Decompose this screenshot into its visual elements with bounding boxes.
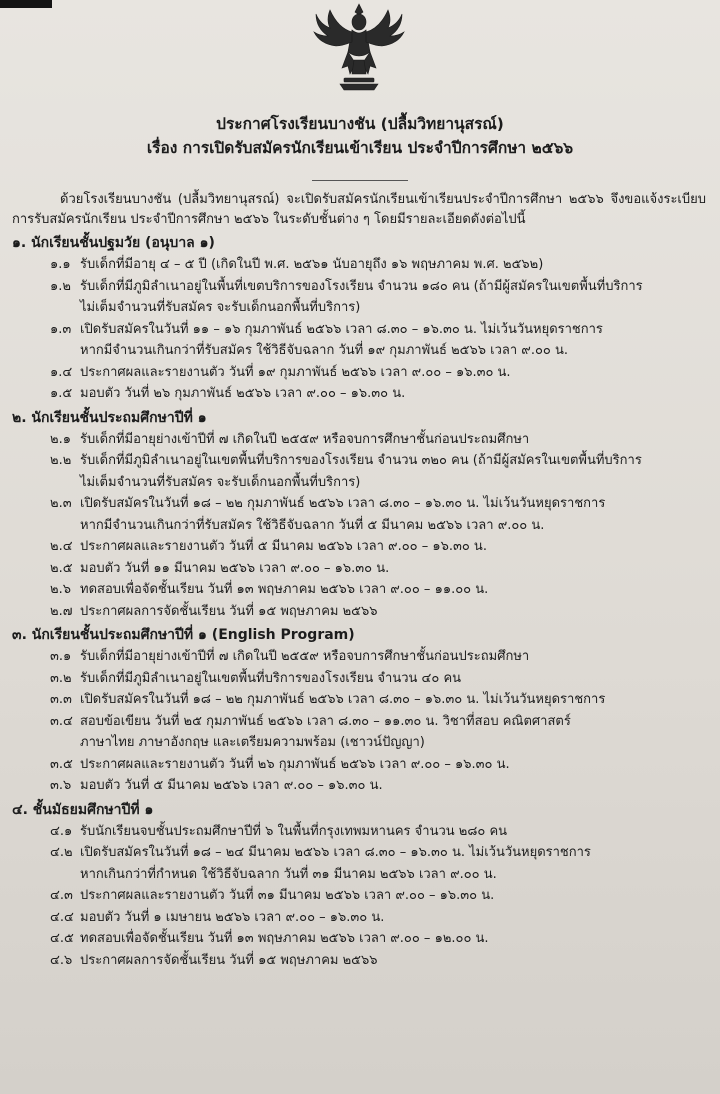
item-text: รับเด็กที่มีอายุย่างเข้าปีที่ ๗ เกิดในปี ๒๕๕๙ หรือจบการศึกษาชั้นก่อนประถมศึกษา [80, 431, 530, 447]
item-text: ประกาศผลการจัดชั้นเรียน วันที่ ๑๕ พฤษภาคม ๒๕๖๖ [80, 952, 378, 968]
item-number: ๔.๖ [50, 952, 73, 968]
item-text: รับเด็กที่มีภูมิลำเนาอยู่ในเขตพื้นที่บริการของโรงเรียน จำนวน ๔๐ คน [80, 670, 462, 686]
item-number: ๔.๑ [50, 823, 73, 839]
item-number: ๓.๖ [50, 778, 72, 793]
list-item [12, 907, 706, 929]
item-number: ๔.๔ [50, 909, 74, 925]
item-number: ๑.๑ [50, 257, 71, 272]
item-text: ประกาศผลการจัดชั้นเรียน วันที่ ๑๕ พฤษภาคม ๒๕๖๖ [80, 603, 378, 619]
title-divider [312, 180, 408, 181]
list-item [12, 689, 706, 711]
item-number: ๒.๔ [50, 539, 73, 554]
item-text: เปิดรับสมัครในวันที่ ๑๘ – ๒๒ กุมภาพันธ์ ๒๕๖๖ เวลา ๘.๓๐ – ๑๖.๓๐ น. ไม่เว้นวันหยุดราชการ [80, 496, 606, 511]
announcement-header [0, 112, 720, 181]
item-number: ๒.๑ [50, 431, 71, 447]
item-number: ๒.๗ [50, 603, 73, 619]
list-item [12, 711, 706, 754]
list-item [12, 276, 706, 319]
item-number: ๒.๖ [50, 582, 71, 597]
list-item [12, 579, 706, 601]
item-text: รับเด็กที่มีภูมิลำเนาอยู่ในเขตพื้นที่บริการของโรงเรียน จำนวน ๓๒๐ คน (ถ้ามีผู้สมัครในเขตพื้นที่บริการ [80, 453, 642, 468]
item-number: ๔.๒ [50, 845, 73, 860]
item-number: ๑.๕ [50, 386, 73, 401]
item-text: มอบตัว วันที่ ๕ มีนาคม ๒๕๖๖ เวลา ๙.๐๐ – ๑๖.๓๐ น. [80, 778, 383, 793]
item-text: รับนักเรียนจบชั้นประถมศึกษาปีที่ ๖ ในพื้นที่กรุงเทพมหานคร จำนวน ๒๘๐ คน [80, 823, 508, 839]
announcement-subject: เรื่อง การเปิดรับสมัครนักเรียนเข้าเรียน ประจำปีการศึกษา ๒๕๖๖ [146, 139, 574, 157]
item-number: ๑.๔ [50, 364, 73, 380]
item-text: รับเด็กที่มีอายุย่างเข้าปีที่ ๗ เกิดในปี ๒๕๕๙ หรือจบการศึกษาชั้นก่อนประถมศึกษา [80, 649, 530, 664]
item-text: ทดสอบเพื่อจัดชั้นเรียน วันที่ ๑๓ พฤษภาคม ๒๕๖๖ เวลา ๙.๐๐ – ๑๑.๐๐ น. [80, 582, 489, 597]
section-heading: ๑. นักเรียนชั้นปฐมวัย (อนุบาล ๑) [12, 235, 215, 251]
list-item [12, 950, 706, 972]
item-continuation: หากมีจำนวนเกินกว่าที่รับสมัคร ใช้วิธีจับฉลาก วันที่ ๑๙ กุมภาพันธ์ ๒๕๖๖ เวลา ๙.๐๐ น. [80, 343, 568, 358]
item-number: ๑.๒ [50, 278, 71, 294]
item-number: ๓.๑ [50, 649, 72, 664]
list-item [12, 254, 706, 276]
item-number: ๒.๓ [50, 496, 72, 511]
item-number: ๒.๒ [50, 453, 72, 468]
item-text: ประกาศผลและรายงานตัว วันที่ ๑๙ กุมภาพันธ์ ๒๕๖๖ เวลา ๙.๐๐ – ๑๖.๓๐ น. [80, 364, 511, 380]
list-item [12, 601, 706, 623]
item-text: เปิดรับสมัครในวันที่ ๑๘ – ๒๒ กุมภาพันธ์ ๒๕๖๖ เวลา ๘.๓๐ – ๑๖.๓๐ น. ไม่เว้นวันหยุดราชการ [80, 692, 606, 707]
section-heading: ๓. นักเรียนชั้นประถมศึกษาปีที่ ๑ (English Program) [12, 627, 355, 643]
item-text: มอบตัว วันที่ ๑๑ มีนาคม ๒๕๖๖ เวลา ๙.๐๐ – ๑๖.๓๐ น. [80, 560, 390, 576]
item-number: ๔.๓ [50, 888, 73, 903]
item-text: รับเด็กที่มีอายุ ๔ – ๕ ปี (เกิดในปี พ.ศ. ๒๕๖๑ นับอายุถึง ๑๖ พฤษภาคม พ.ศ. ๒๕๖๒) [80, 257, 544, 272]
item-text: ประกาศผลและรายงานตัว วันที่ ๓๑ มีนาคม ๒๕๖๖ เวลา ๙.๐๐ – ๑๖.๓๐ น. [80, 888, 495, 903]
section-heading: ๒. นักเรียนชั้นประถมศึกษาปีที่ ๑ [12, 409, 207, 426]
item-text: เปิดรับสมัครในวันที่ ๑๑ – ๑๖ กุมภาพันธ์ ๒๕๖๖ เวลา ๘.๓๐ – ๑๖.๓๐ น. ไม่เว้นวันหยุดราชการ [80, 321, 603, 337]
list-item [12, 646, 706, 668]
item-text: ประกาศผลและรายงานตัว วันที่ ๒๖ กุมภาพันธ์ ๒๕๖๖ เวลา ๙.๐๐ – ๑๖.๓๐ น. [80, 756, 510, 772]
list-item [12, 493, 706, 536]
item-text: รับเด็กที่มีภูมิลำเนาอยู่ในพื้นที่เขตบริการของโรงเรียน จำนวน ๑๘๐ คน (ถ้ามีผู้สมัครในเขตพื้นที่บริการ [80, 278, 643, 294]
item-continuation: หากเกินกว่าที่กำหนด ใช้วิธีจับฉลาก วันที่ ๓๑ มีนาคม ๒๕๖๖ เวลา ๙.๐๐ น. [80, 866, 497, 882]
item-text: มอบตัว วันที่ ๑ เมษายน ๒๕๖๖ เวลา ๙.๐๐ – ๑๖.๓๐ น. [80, 909, 385, 925]
list-item [12, 319, 706, 362]
item-text: มอบตัว วันที่ ๒๖ กุมภาพันธ์ ๒๕๖๖ เวลา ๙.๐๐ – ๑๖.๓๐ น. [80, 386, 406, 401]
sections-list [12, 233, 706, 971]
item-number: ๓.๕ [50, 756, 73, 772]
item-continuation: ภาษาไทย ภาษาอังกฤษ และเตรียมความพร้อม (เชาวน์ปัญญา) [80, 735, 425, 750]
item-text: สอบข้อเขียน วันที่ ๒๕ กุมภาพันธ์ ๒๕๖๖ เวลา ๘.๓๐ – ๑๑.๓๐ น. วิชาที่สอบ คณิตศาสตร์ [80, 713, 571, 729]
item-continuation: ไม่เต็มจำนวนที่รับสมัคร จะรับเด็กนอกพื้นที่บริการ) [80, 300, 361, 315]
list-item [12, 558, 706, 580]
garuda-emblem-icon [300, 0, 418, 92]
item-text: ประกาศผลและรายงานตัว วันที่ ๕ มีนาคม ๒๕๖๖ เวลา ๙.๐๐ – ๑๖.๓๐ น. [80, 539, 487, 554]
list-item [12, 429, 706, 451]
corner-mark [0, 0, 52, 8]
item-number: ๓.๔ [50, 713, 73, 729]
list-item [12, 821, 706, 843]
announcement-body [12, 190, 706, 971]
item-number: ๔.๕ [50, 931, 74, 946]
list-item [12, 885, 706, 907]
list-item [12, 536, 706, 558]
announcement-title: ประกาศโรงเรียนบางชัน (ปลื้มวิทยานุสรณ์) [216, 115, 504, 133]
intro-paragraph: ด้วยโรงเรียนบางชัน (ปลื้มวิทยานุสรณ์) จะเปิดรับสมัครนักเรียนเข้าเรียนประจำปีการศึกษา ๒๕๖๖ จึงขอแจ้งระเบียบการรับสมัครนักเรียน ประจำปีการศึกษา ๒๕๖๖ ในระดับชั้นต่าง ๆ โดยมีรายละเอียดดังต่อไปนี้ [12, 192, 706, 227]
item-number: ๒.๕ [50, 560, 73, 576]
list-item [12, 668, 706, 690]
list-item [12, 383, 706, 405]
item-number: ๑.๓ [50, 321, 72, 337]
list-item [12, 928, 706, 950]
section-heading: ๔. ชั้นมัธยมศึกษาปีที่ ๑ [12, 801, 154, 818]
list-item [12, 362, 706, 384]
list-item [12, 450, 706, 493]
item-number: ๓.๓ [50, 692, 72, 707]
list-item [12, 775, 706, 797]
list-item [12, 842, 706, 885]
item-continuation: ไม่เต็มจำนวนที่รับสมัคร จะรับเด็กนอกพื้นที่บริการ) [80, 474, 361, 490]
item-continuation: หากมีจำนวนเกินกว่าที่รับสมัคร ใช้วิธีจับฉลาก วันที่ ๕ มีนาคม ๒๕๖๖ เวลา ๙.๐๐ น. [80, 517, 545, 533]
list-item [12, 754, 706, 776]
item-text: ทดสอบเพื่อจัดชั้นเรียน วันที่ ๑๓ พฤษภาคม ๒๕๖๖ เวลา ๙.๐๐ – ๑๒.๐๐ น. [80, 931, 489, 946]
item-number: ๓.๒ [50, 670, 72, 686]
item-text: เปิดรับสมัครในวันที่ ๑๘ – ๒๔ มีนาคม ๒๕๖๖ เวลา ๘.๓๐ – ๑๖.๓๐ น. ไม่เว้นวันหยุดราชการ [80, 845, 591, 860]
